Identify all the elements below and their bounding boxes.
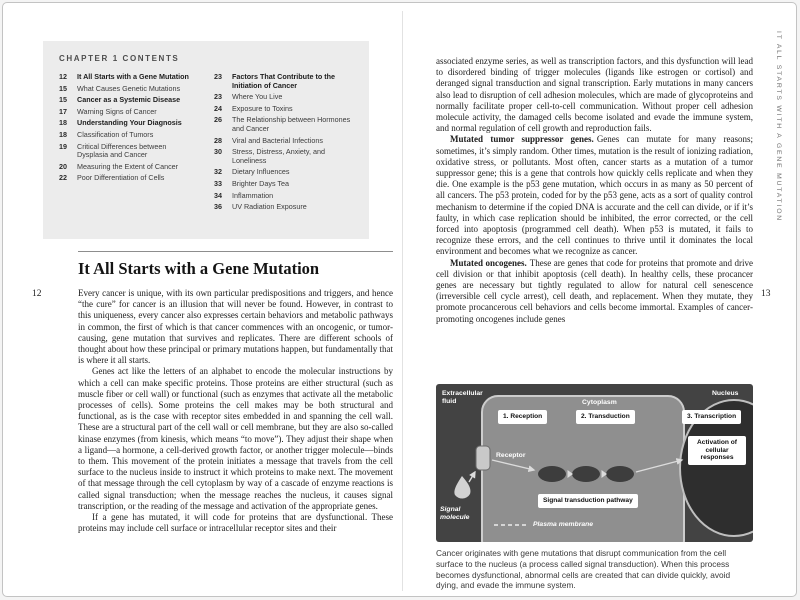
paragraph-text: Every cancer is unique, with its own particular predispositions and triggers, and hence “the cure” for cancer is an illusion that will never be found. However, in contrast to this uniqueness, every cancer also expresses certain behaviors and metabolic pathways in common, the first of which is that cancer commences with an oncogenic, or tumor-causing, gene mutation that survives and replicates. There are different schools of thought about how these principal or primary mutations happen, but fundamentally that is where it all starts.	[78, 288, 393, 366]
receptor-shape	[476, 446, 490, 470]
toc-columns	[59, 73, 353, 215]
toc-entry-label: Where You Live	[232, 92, 283, 102]
toc-entry-page-number: 18	[59, 118, 67, 128]
toc-entry	[214, 203, 353, 212]
toc-entry-label: Exposure to Toxins	[232, 103, 293, 113]
pathway-oval-2	[572, 466, 600, 482]
toc-entry	[214, 148, 353, 165]
toc-entry-label: Classification of Tumors	[77, 129, 154, 139]
book-spread	[2, 2, 797, 597]
paragraph-lead: Mutated oncogenes.	[450, 257, 527, 268]
toc-entry-page-number: 12	[59, 72, 67, 81]
toc-entry-page-number: 17	[59, 106, 67, 116]
right-page-body-text	[436, 56, 753, 325]
paragraph-text: associated enzyme series, as well as transcription factors, and this dysfunction will lead to disordered binding of trigger molecules (ligands like estrogen or cortisol) and deranged signal transduction and signal transcription. Early mutations in many cancers also lead to disruption of cell adhesion molecules, which are made of glycoproteins and normally facilitate proper cell-to-cell communication. Without proper cell adhesion molecule activity, the damaged cells become isolated and evade the immune system, and normal regulation of cell growth and reproduction fails.	[436, 56, 753, 134]
page-number-left: 12	[32, 289, 42, 299]
toc-entry-label: Dietary Influences	[232, 167, 290, 177]
toc-entry-page-number: 18	[59, 129, 67, 139]
toc-entry	[59, 174, 198, 183]
left-page-body-text	[78, 288, 393, 534]
toc-left-column	[59, 73, 198, 215]
toc-entry-page-number: 36	[214, 202, 222, 212]
paragraph-text: These are genes that code for proteins that promote and drive cell division or that inhibit apoptosis (cell death). In healthy cells, these procancer genes are necessary but tightly regulated to allow for natural cell senescence (irreversible cell cycle arrest), cell death, and replacement. When they mutate, they promote procancerous cell behaviors and cells become immortal. Examples of cancer-promoting oncogenes include genes	[436, 257, 753, 324]
toc-entry-page-number: 32	[214, 167, 222, 177]
signal-molecule-label: Signal molecule	[440, 506, 470, 521]
transcription-step-box: 3. Transcription	[682, 410, 741, 424]
plasma-membrane-label: Plasma membrane	[533, 521, 594, 528]
paragraph	[436, 56, 753, 134]
toc-entry	[59, 143, 198, 160]
toc-entry	[214, 168, 353, 177]
paragraph	[78, 288, 393, 366]
toc-entry-label: Warning Signs of Cancer	[77, 106, 157, 116]
signal-to-receptor-arrow	[469, 472, 475, 482]
toc-entry	[59, 73, 198, 82]
toc-entry	[214, 93, 353, 102]
toc-entry-page-number: 23	[214, 72, 222, 81]
running-head: IT ALL STARTS WITH A GENE MUTATION	[775, 31, 782, 222]
toc-entry-page-number: 33	[214, 178, 222, 188]
toc-entry-label: Factors That Contribute to the Initiation of Cancer	[232, 72, 336, 90]
page-gutter-divider	[402, 11, 403, 591]
pathway-oval-1	[538, 466, 566, 482]
cellular-responses-box: Activation of cellular responses	[688, 436, 746, 465]
toc-entry-page-number: 22	[59, 173, 67, 183]
toc-title: CHAPTER 1 CONTENTS	[59, 54, 180, 63]
toc-entry-label: Measuring the Extent of Cancer	[77, 161, 179, 171]
reception-step-box: 1. Reception	[498, 410, 547, 424]
toc-entry	[214, 180, 353, 189]
paragraph	[436, 258, 753, 325]
paragraph	[78, 512, 393, 534]
signal-molecule-droplet	[454, 476, 470, 499]
pathway-oval-3	[606, 466, 634, 482]
toc-entry-page-number: 28	[214, 135, 222, 145]
toc-entry-label: What Causes Genetic Mutations	[77, 83, 181, 93]
toc-entry-label: The Relationship between Hormones and Cancer	[232, 115, 351, 133]
toc-entry-label: Poor Differentiation of Cells	[77, 173, 165, 183]
toc-entry	[59, 119, 198, 128]
toc-entry-page-number: 30	[214, 147, 222, 157]
toc-entry-label: Inflammation	[232, 190, 274, 200]
figure-caption: Cancer originates with gene mutations that disrupt communication from the cell surface to the nucleus (a process called signal transduction). When this process becomes dysfunctional, abnormal cells are created that can divide quickly, avoid dying, and evade the immune system.	[436, 548, 731, 591]
cytoplasm-label: Cytoplasm	[582, 399, 617, 406]
toc-entry	[59, 163, 198, 172]
toc-entry	[214, 116, 353, 133]
toc-entry-label: UV Radiation Exposure	[232, 202, 307, 212]
transduction-step-box: 2. Transduction	[576, 410, 635, 424]
toc-entry	[59, 85, 198, 94]
section-heading: It All Starts with a Gene Mutation	[78, 251, 393, 279]
toc-entry-label: Cancer as a Systemic Disease	[77, 95, 181, 105]
paragraph-text: If a gene has mutated, it will code for proteins that are dysfunctional. These proteins may include cell surface or intracellular receptor sites and their	[78, 512, 393, 534]
signal-pathway-box: Signal transduction pathway	[538, 494, 638, 508]
toc-entry	[214, 192, 353, 201]
toc-entry-page-number: 34	[214, 190, 222, 200]
page-number-right: 13	[761, 289, 771, 299]
toc-entry	[59, 96, 198, 105]
toc-entry-label: Stress, Distress, Anxiety, and Loneliness	[232, 147, 325, 165]
toc-entry	[214, 105, 353, 114]
paragraph	[436, 134, 753, 257]
paragraph-text: Genes can mutate for many reasons; sometimes, it’s simply random. Other times, mutation is the result of ionizing radiation, oxidative stress, or pollutants. Most often, cancer starts as a mutation of a tumor suppressor gene; this is a gene that controls how quickly cells replicate and when they die. One example is the p53 gene mutation, which occurs in as many as 50 percent of all cancers. The p53 protein, coded for by the p53 gene, acts as a sort of quality control mechanism to determine if the copied DNA is accurate and the cell can divide, or if it’s faulty, in which case replication should be inhibited, the error corrected, or the cell forced into apoptosis (programmed cell death). When p53 is mutated, it fails to recognize these errors, and the cell continues to thrive until it dominates the local environment and becomes what we recognize as cancer.	[436, 134, 754, 257]
toc-entry-page-number: 19	[59, 141, 67, 151]
paragraph-text: Genes act like the letters of an alphabet to encode the molecular instructions by which a cell can make specific proteins. Those proteins are either structural (such as muscle fiber or cell wall) or functional (such as enzymes that activate all the metabolic processes of cells). Some proteins the cell makes may be both structural and functional, as is the case with receptor sites embedded in and spanning the cell wall. These are a structural part of the cell wall or cell membrane, but they are also so-called kinase enzymes (from kinesis, which means “to move”). They adjust their shape when a ligand—a hormone, a cell-derived growth factor, or another trigger molecule—binds to them. This movement of the protein initiates a message that travels from the cell surface to the nucleus inside to instruct it which proteins to make next. The movement of that message through the cell cytoplasm by way of a cascade of enzyme reactions is called signal transduction; when the message reaches the nucleus, it causes signal transcription, or the reading of the message and activation of the appropriate genes.	[78, 366, 393, 511]
toc-entry-page-number: 15	[59, 95, 67, 105]
extracellular-fluid-label: Extracellular fluid	[442, 390, 483, 405]
nucleus-label: Nucleus	[712, 390, 739, 397]
toc-entry-page-number: 26	[214, 115, 222, 125]
toc-entry	[59, 108, 198, 117]
toc-entry-label: Viral and Bacterial Infections	[232, 135, 323, 145]
toc-right-column	[214, 73, 353, 215]
toc-entry-page-number: 15	[59, 83, 67, 93]
paragraph-lead: Mutated tumor suppressor genes.	[450, 134, 594, 145]
toc-entry	[214, 73, 353, 90]
toc-entry-label: It All Starts with a Gene Mutation	[77, 72, 189, 81]
signal-transduction-diagram	[436, 384, 753, 542]
toc-entry-page-number: 20	[59, 161, 67, 171]
toc-entry	[59, 131, 198, 140]
toc-entry-page-number: 24	[214, 103, 222, 113]
paragraph	[78, 366, 393, 512]
toc-entry-label: Brighter Days Tea	[232, 178, 289, 188]
toc-entry	[214, 137, 353, 146]
toc-entry-label: Critical Differences between Dysplasia and Cancer	[77, 141, 167, 160]
chapter-contents-panel	[43, 41, 369, 239]
toc-entry-label: Understanding Your Diagnosis	[77, 118, 182, 128]
receptor-label: Receptor	[496, 452, 526, 459]
toc-entry-page-number: 23	[214, 92, 222, 102]
